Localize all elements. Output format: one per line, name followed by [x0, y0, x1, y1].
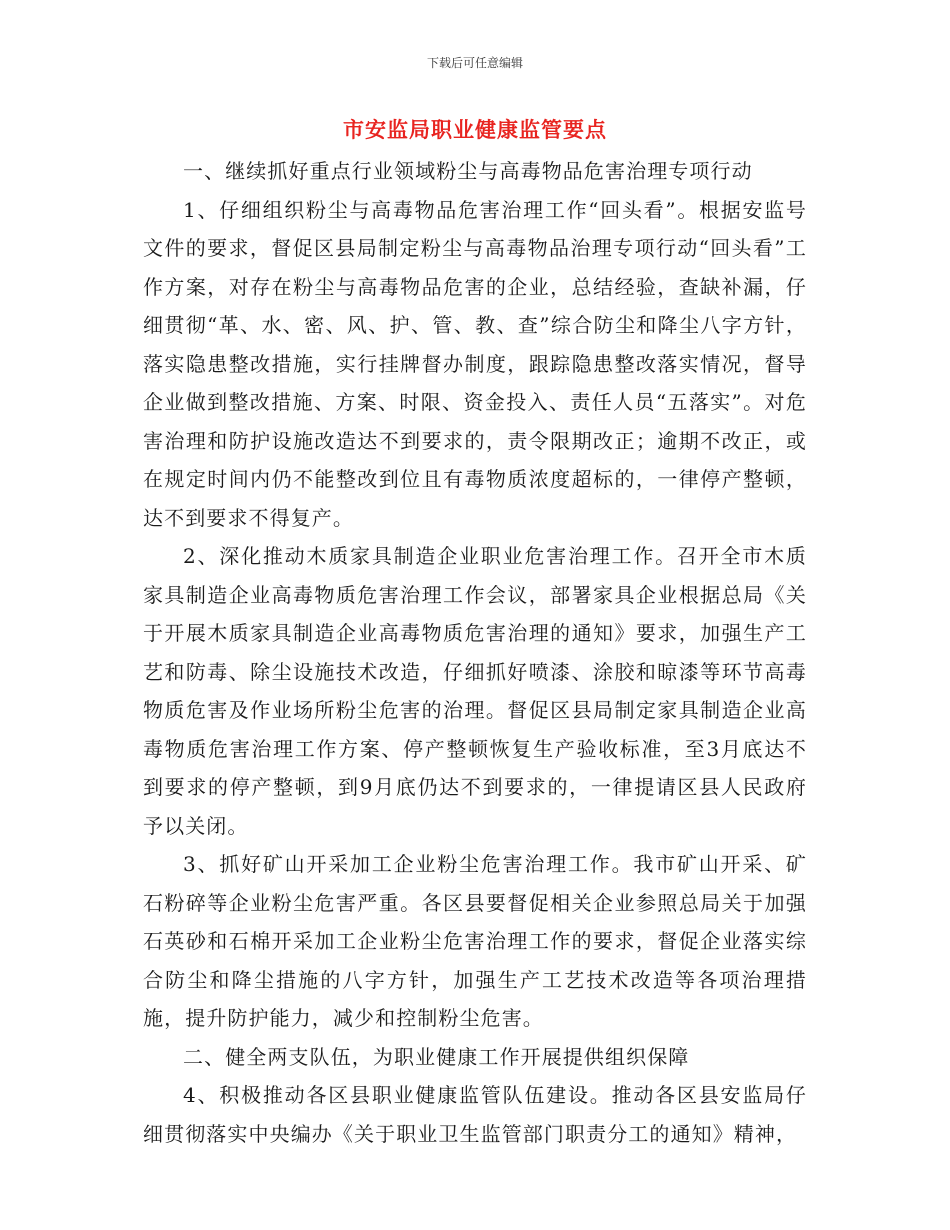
section-heading-1: 一、继续抓好重点行业领域粉尘与高毒物品危害治理专项行动: [183, 159, 753, 183]
body-paragraph-2: 2、深化推动木质家具制造企业职业危害治理工作。召开全市木质家具制造企业高毒物质危害治理工作会议，部署家具企业根据总局《关于开展木质家具制造企业高毒物质危害治理的通知》要求，加强生产工艺和防毒、除尘设施技术改造，仔细抓好喷漆、涂胶和晾漆等环节高毒物质危害及作业场所粉尘危害的治理。督促区县局制定家具制造企业高毒物质危害治理工作方案、停产整顿恢复生产验收标准，至3月底达不到要求的停产整顿，到9月底仍达不到要求的，一律提请区县人民政府予以关闭。: [143, 544, 807, 838]
document-title: 市安监局职业健康监管要点: [343, 118, 607, 142]
section-heading-2: 二、健全两支队伍，为职业健康工作开展提供组织保障: [183, 1044, 690, 1069]
document-body: [143, 152, 807, 1153]
body-paragraph-1: 1、仔细组织粉尘与高毒物品危害治理工作“回头看”。根据安监号文件的要求，督促区县局制定粉尘与高毒物品治理专项行动“回头看”工作方案，对存在粉尘与高毒物品危害的企业，总结经验，查缺补漏，仔细贯彻“革、水、密、风、护、管、教、查”综合防尘和降尘八字方针，落实隐患整改措施，实行挂牌督办制度，跟踪隐患整改落实情况，督导企业做到整改措施、方案、时限、资金投入、责任人员“五落实”。对危害治理和防护设施改造达不到要求的，责令限期改正；逾期不改正，或在规定时间内仍不能整改到位且有毒物质浓度超标的，一律停产整顿，达不到要求不得复产。: [143, 197, 807, 530]
body-paragraph-4: 4、积极推动各区县职业健康监管队伍建设。推动各区县安监局仔细贯彻落实中央编办《关于职业卫生监管部门职责分工的通知》精神，: [143, 1083, 807, 1146]
body-paragraph-3: 3、抓好矿山开采加工企业粉尘危害治理工作。我市矿山开采、矿石粉碎等企业粉尘危害严重。各区县要督促相关企业参照总局关于加强石英砂和石棉开采加工企业粉尘危害治理工作的要求，督促企业落实综合防尘和降尘措施的八字方针，加强生产工艺技术改造等各项治理措施，提升防护能力，减少和控制粉尘危害。: [143, 852, 807, 1030]
page-header-note: 下载后可任意编辑: [426, 56, 523, 70]
